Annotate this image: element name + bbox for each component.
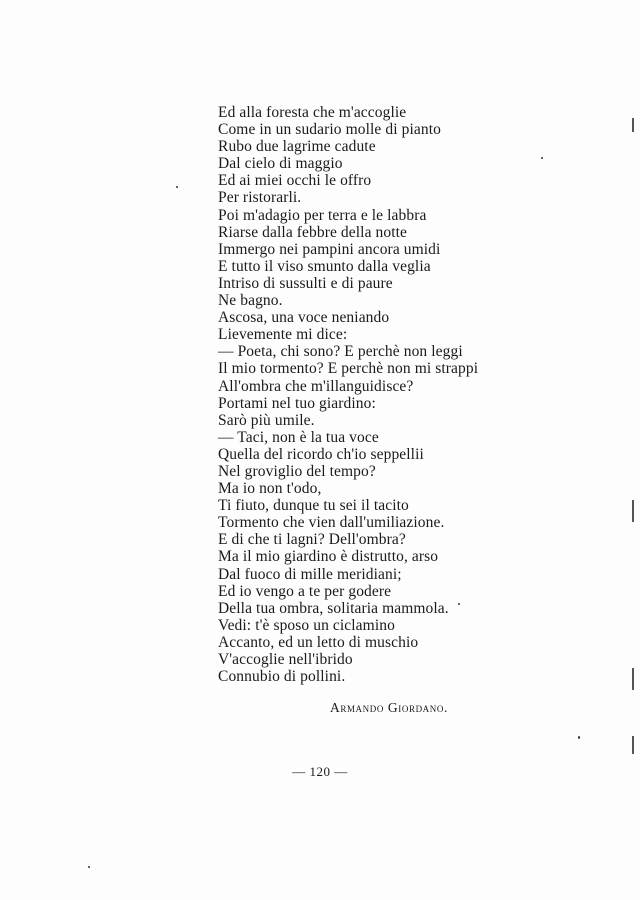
poem-line: Rubo due lagrime cadute xyxy=(218,138,376,156)
poem-line: Tormento che vien dall'umiliazione. xyxy=(218,514,445,532)
page-number: — 120 — xyxy=(292,764,348,779)
poem-line: — Poeta, chi sono? E perchè non leggi xyxy=(218,343,463,361)
poem-line: Immergo nei pampini ancora umidi xyxy=(218,240,441,258)
poem-line: Ti fiuto, dunque tu sei il tacito xyxy=(218,497,409,515)
poem-line: Per ristorarli. xyxy=(218,189,302,207)
poem-line: Della tua ombra, solitaria mammola. xyxy=(218,599,449,617)
scan-edge-mark xyxy=(632,736,634,754)
scan-speck xyxy=(458,603,460,605)
poem-line: V'accoglie nell'ibrido xyxy=(218,651,353,668)
scan-speck xyxy=(88,866,90,868)
poem-line: Accanto, ed un letto di muschio xyxy=(218,633,419,651)
poem-line: Poi m'adagio per terra e le labbra xyxy=(218,206,427,224)
poem-line: Dal cielo di maggio xyxy=(218,155,343,173)
poem-line: E tutto il viso smunto dalla veglia xyxy=(218,257,431,275)
poem-line: Il mio tormento? E perchè non mi strappi xyxy=(218,360,479,378)
scan-edge-mark xyxy=(632,500,634,522)
poem-line: Sarò più umile. xyxy=(218,411,315,429)
scan-edge-mark xyxy=(632,118,634,132)
poem-line: Ma il mio giardino è distrutto, arso xyxy=(218,548,439,566)
poem-line: — Taci, non è la tua voce xyxy=(218,428,379,446)
poem-line: Dal fuoco di mille meridiani; xyxy=(218,565,402,583)
poem-line: Connubio di pollini. xyxy=(218,668,346,686)
poem-line: Ne bagno. xyxy=(218,292,283,310)
poem-line: Quella del ricordo ch'io seppellii xyxy=(218,445,424,463)
poem-text xyxy=(218,104,518,685)
poem-line: Vedi: t'è sposo un ciclamino xyxy=(218,616,395,634)
poem-line: Ed alla foresta che m'accoglie xyxy=(218,104,407,121)
poem-line: Riarse dalla febbre della notte xyxy=(218,223,408,241)
scan-speck xyxy=(578,736,580,739)
poem-line: Nel groviglio del tempo? xyxy=(218,462,376,480)
poem-line: Ascosa, una voce neniando xyxy=(218,309,390,327)
poem-line: Ed ai miei occhi le offro xyxy=(218,172,372,190)
poem-line: All'ombra che m'illanguidisce? xyxy=(218,377,414,395)
scan-speck xyxy=(541,157,543,159)
poem-line: Ed io vengo a te per godere xyxy=(218,582,392,600)
author-signature: Armando Giordano. xyxy=(330,700,448,715)
poem-line: Portami nel tuo giardino: xyxy=(218,394,376,412)
poem-line: E di che ti lagni? Dell'ombra? xyxy=(218,531,406,549)
poem-line: Intriso di sussulti e di paure xyxy=(218,274,393,292)
poem-line: Lievemente mi dice: xyxy=(218,326,348,344)
scan-edge-mark xyxy=(632,668,634,690)
poem-line: Ma io non t'odo, xyxy=(218,480,322,498)
scan-speck xyxy=(176,186,178,188)
poem-line: Come in un sudario molle di pianto xyxy=(218,121,441,139)
